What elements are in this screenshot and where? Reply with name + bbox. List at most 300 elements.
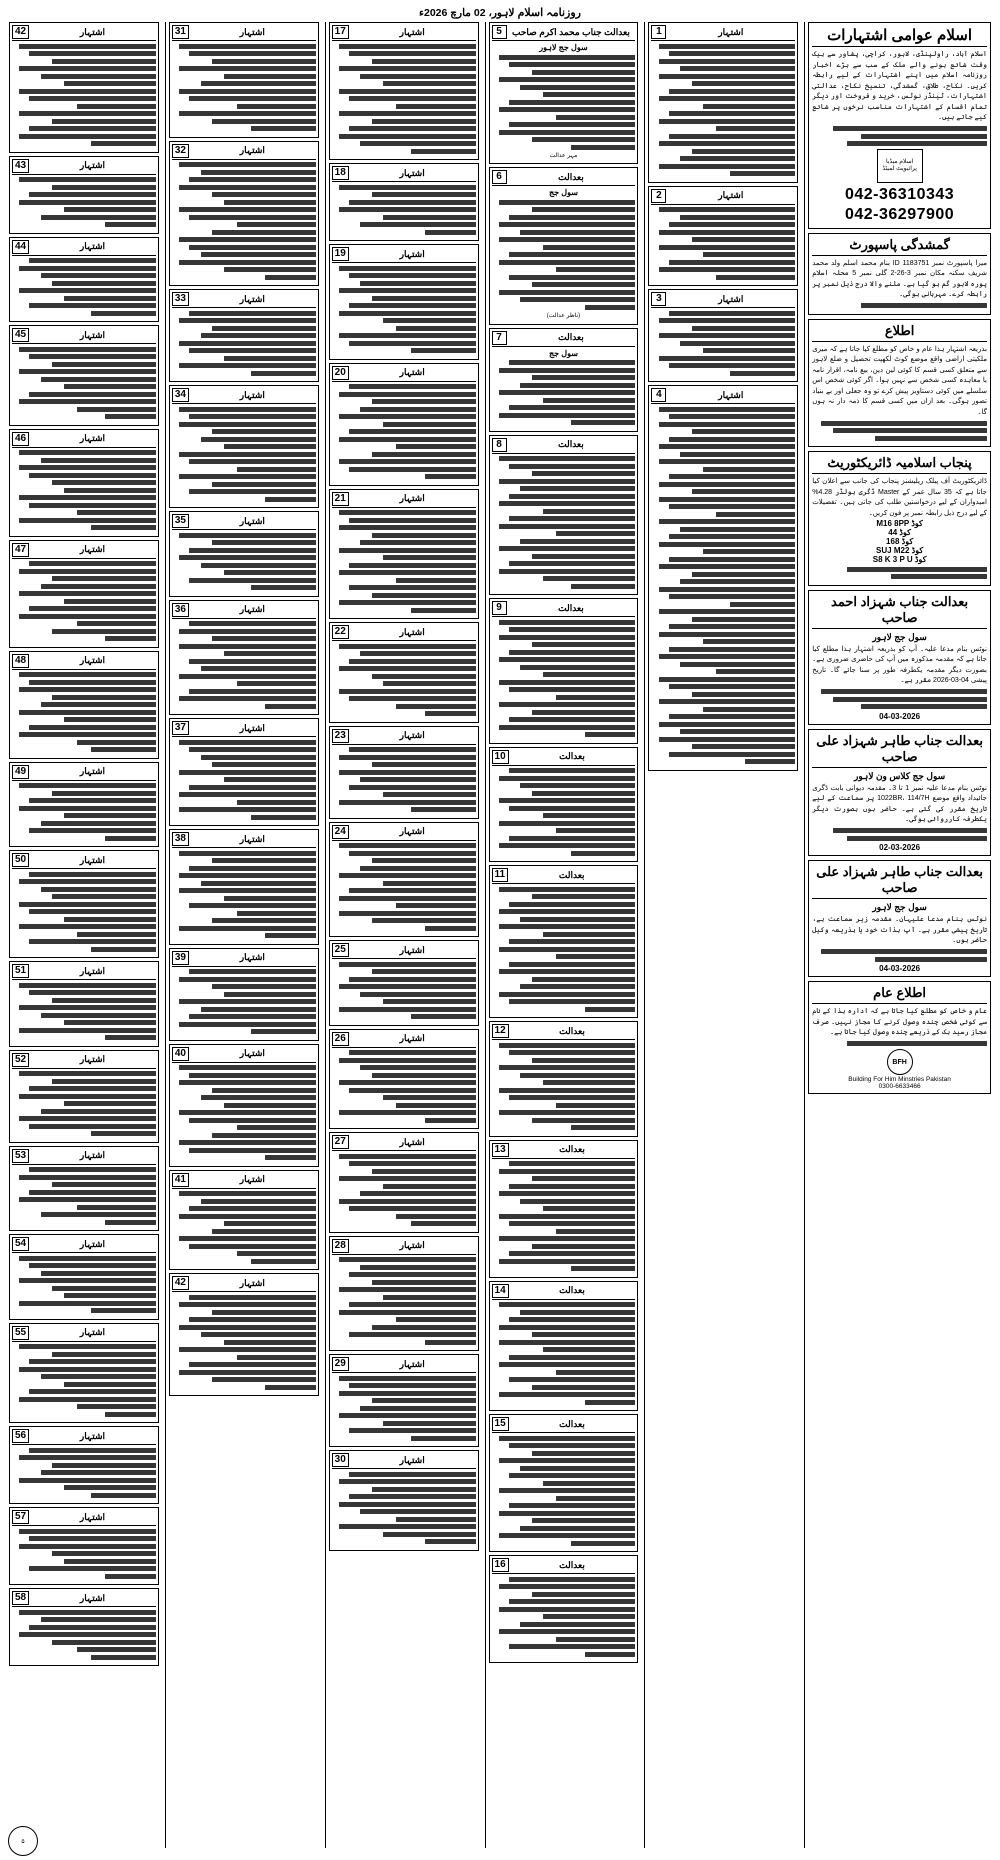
notice-body bbox=[12, 983, 156, 1041]
notice-block bbox=[329, 1029, 479, 1130]
notice-title: اشتہار bbox=[239, 1277, 265, 1288]
notice-head bbox=[12, 432, 156, 448]
notice-title: اشتہار bbox=[79, 160, 106, 170]
court-3-subtitle: سول جج لاہور bbox=[872, 902, 927, 912]
punjab-ad-title: پنجاب اسلامیہ ڈائریکٹوریٹ bbox=[812, 455, 987, 474]
notice-body bbox=[172, 44, 316, 132]
notice-head bbox=[172, 1047, 316, 1063]
notice-number: 35 bbox=[172, 514, 189, 528]
court-1-title: بعدالت جناب شہزاد احمد صاحب bbox=[812, 594, 987, 629]
notice-block bbox=[329, 940, 479, 1026]
public-notice-body: عام و خاص کو مطلع کیا جاتا ہے کہ ادارہ ہذا کے نام سے کوئی شخص چندہ وصول کرنے کا مجاز نہیں۔ صرف مجاز رسید بک کے ذریعے چندہ وصول کیا جاتا ہے۔ bbox=[812, 1008, 987, 1036]
notice-head bbox=[492, 1417, 636, 1433]
notice-number: 23 bbox=[332, 729, 349, 743]
notice-title: اشتہار bbox=[79, 26, 106, 37]
notice-title: اشتہار bbox=[79, 1054, 106, 1064]
notice-block bbox=[489, 1414, 639, 1552]
notice-head bbox=[12, 328, 156, 344]
press-logo bbox=[877, 149, 923, 183]
notice-head bbox=[172, 25, 316, 41]
notice-body bbox=[12, 561, 156, 641]
notice-body bbox=[172, 407, 316, 502]
notice-number: 28 bbox=[332, 1239, 349, 1253]
notice-number: 50 bbox=[12, 853, 29, 867]
notice-title: بعدالت bbox=[558, 602, 584, 613]
notice-head bbox=[332, 1453, 476, 1469]
columns-container bbox=[6, 22, 994, 1848]
notice-head bbox=[332, 166, 476, 182]
notice-court-title: بعدالت bbox=[558, 171, 584, 182]
notice-number: 57 bbox=[12, 1510, 29, 1524]
notice-number: 27 bbox=[332, 1135, 349, 1149]
notice-title: اشتہار bbox=[79, 433, 106, 443]
notice-body bbox=[492, 200, 636, 310]
notice-number: 49 bbox=[12, 765, 29, 779]
notice-head bbox=[332, 492, 476, 508]
notice-title: اشتہار bbox=[239, 722, 265, 733]
notice-body bbox=[172, 851, 316, 939]
notice-body bbox=[332, 747, 476, 812]
notice-body bbox=[332, 266, 476, 354]
notice-head bbox=[492, 868, 636, 884]
court-2-date: 02-03-2026 bbox=[879, 843, 921, 852]
notice-block bbox=[9, 1323, 159, 1424]
notice-block bbox=[9, 651, 159, 759]
notice-block bbox=[9, 237, 159, 323]
notice-block bbox=[9, 429, 159, 537]
notice-footer: مہر عدالت bbox=[549, 153, 578, 159]
notice-number: 40 bbox=[172, 1047, 189, 1061]
punjab-code-2: 44 کوڈ bbox=[888, 528, 911, 537]
notice-head bbox=[651, 292, 795, 308]
notice-block bbox=[9, 1588, 159, 1666]
notice-judge: سول جج لاہور bbox=[539, 43, 588, 52]
notice-block bbox=[489, 22, 639, 164]
notice-title: بعدالت bbox=[558, 869, 585, 880]
masthead bbox=[6, 4, 994, 22]
notice-number: 6 bbox=[492, 170, 507, 184]
notice-body bbox=[492, 360, 636, 425]
notice-number: 52 bbox=[12, 1053, 29, 1067]
ad-court-3 bbox=[808, 860, 991, 977]
notice-head bbox=[12, 1510, 156, 1526]
ad-court-2 bbox=[808, 729, 991, 857]
notice-body bbox=[332, 384, 476, 479]
ad-phone-1: 042-36310343 bbox=[844, 185, 955, 203]
notice-head bbox=[492, 438, 636, 454]
notice-body bbox=[332, 1472, 476, 1545]
notice-title: اشتہار bbox=[399, 1033, 425, 1043]
notice-block bbox=[9, 156, 159, 234]
notice-head bbox=[492, 1024, 636, 1040]
ad-court-1 bbox=[808, 590, 991, 725]
notice-head bbox=[12, 1237, 156, 1253]
notice-number: 30 bbox=[332, 1453, 349, 1467]
notice-number: 12 bbox=[492, 1024, 509, 1038]
notice-title: اشتہار bbox=[718, 190, 744, 200]
notice-head bbox=[332, 825, 476, 841]
notice-number: 37 bbox=[172, 721, 189, 735]
notice-number: 22 bbox=[332, 625, 349, 639]
notice-court-title: بعدالت bbox=[558, 332, 584, 343]
notice-head bbox=[332, 1239, 476, 1255]
notice-head bbox=[332, 247, 476, 263]
notice-number: 5 bbox=[492, 25, 507, 39]
notice-title: بعدالت bbox=[559, 1418, 585, 1429]
column-notices-c bbox=[165, 22, 322, 1848]
notice-body bbox=[12, 1610, 156, 1660]
notice-title: اشتہار bbox=[79, 1238, 106, 1249]
notice-block bbox=[329, 1132, 479, 1233]
notice-number: 46 bbox=[12, 432, 29, 446]
notice-block bbox=[329, 1450, 479, 1551]
notice-body bbox=[332, 962, 476, 1020]
notice-head bbox=[332, 366, 476, 382]
column-notices-b bbox=[325, 22, 482, 1848]
notice-body bbox=[12, 1071, 156, 1136]
notice-number: 8 bbox=[492, 438, 507, 452]
notice-title: اشتہار bbox=[399, 26, 425, 37]
notice-title: اشتہار bbox=[399, 1358, 425, 1369]
notice-number: 1 bbox=[651, 25, 666, 39]
court-1-subtitle: سول جج لاہور bbox=[872, 631, 927, 642]
notice-title: اشتہار bbox=[79, 329, 106, 340]
notice-body bbox=[12, 1448, 156, 1498]
notice-block bbox=[169, 1170, 319, 1271]
notice-body bbox=[12, 872, 156, 952]
page-seal-icon: ۵ bbox=[8, 1826, 38, 1856]
notice-title: اشتہار bbox=[239, 293, 265, 304]
court-3-title: بعدالت جناب طاہر شہزاد علی صاحب bbox=[812, 864, 987, 899]
notice-title: اشتہار bbox=[718, 389, 744, 400]
notice-body bbox=[12, 1344, 156, 1417]
notice-head bbox=[172, 514, 316, 530]
notice-title: اشتہار bbox=[239, 389, 265, 400]
ad-notice-body: بذریعہ اشتہار ہذا عام و خاص کو مطلع کیا جاتا ہے کہ میری ملکیتی اراضی واقع موضع کوٹ لکھپت تحصیل و ضلع لاہور سے متعلق کسی قسم کا کوئی لین دین، بیع نامہ، اقرار نامہ یا معاہدہ کسی شخص سے نہیں ہوا۔ اگر کوئی شخص اس سلسلے میں کوئی دستاویز پیش کرے تو وہ جعلی اور بے بنیاد تصور ہوگی۔ بعد ازاں میں کسی قسم کا ذمہ دار نہ ہوں گا۔ bbox=[812, 345, 987, 416]
notice-head bbox=[332, 729, 476, 745]
notice-title: اشتہار bbox=[399, 1136, 425, 1147]
notice-number: 26 bbox=[332, 1032, 349, 1046]
notice-head bbox=[12, 654, 156, 670]
notice-title: اشتہار bbox=[79, 1327, 106, 1337]
notice-body bbox=[172, 740, 316, 820]
notice-body bbox=[492, 887, 636, 1012]
notice-head bbox=[332, 25, 476, 41]
notice-block bbox=[9, 961, 159, 1047]
ad-notice-title: اطلاع bbox=[812, 323, 987, 342]
notice-body bbox=[332, 843, 476, 931]
notice-block bbox=[329, 822, 479, 938]
notice-block bbox=[9, 1146, 159, 1232]
public-notice-org: Building For Him Minstries Pakistan bbox=[848, 1076, 951, 1083]
notice-title: اشتہار bbox=[79, 655, 106, 665]
notice-block bbox=[329, 163, 479, 241]
notice-body bbox=[172, 1295, 316, 1390]
notice-block bbox=[489, 1140, 639, 1278]
notice-body bbox=[12, 1167, 156, 1225]
notice-judge: سول جج bbox=[548, 348, 578, 358]
notice-number: 32 bbox=[172, 144, 189, 158]
notice-body bbox=[492, 55, 636, 150]
notice-court-title: بعدالت جناب محمد اکرم صاحب bbox=[512, 26, 630, 37]
notice-block bbox=[9, 850, 159, 958]
notice-block bbox=[329, 1354, 479, 1447]
notice-body bbox=[332, 644, 476, 717]
notice-block bbox=[169, 829, 319, 945]
notice-body bbox=[332, 1257, 476, 1345]
notice-block bbox=[489, 1021, 639, 1137]
notice-body bbox=[492, 1577, 636, 1657]
notice-title: اشتہار bbox=[399, 730, 425, 740]
notice-court-title: بعدالت bbox=[558, 439, 584, 450]
notice-head bbox=[492, 1558, 636, 1574]
court-2-title: بعدالت جناب طاہر شہزاد علی صاحب bbox=[812, 733, 987, 768]
notice-number: 36 bbox=[172, 603, 189, 617]
notice-body bbox=[12, 450, 156, 530]
notice-number: 42 bbox=[12, 25, 29, 39]
ad-notice bbox=[808, 319, 991, 448]
notice-body bbox=[332, 1154, 476, 1227]
notice-title: اشتہار bbox=[79, 1592, 106, 1603]
ad-phone-2: 042-36297900 bbox=[844, 205, 955, 223]
notice-number: 20 bbox=[332, 366, 349, 380]
column-notices-d bbox=[6, 22, 162, 1848]
notice-body bbox=[12, 347, 156, 420]
notice-head bbox=[492, 170, 636, 186]
notice-number: 10 bbox=[492, 750, 509, 764]
notice-head bbox=[12, 543, 156, 559]
notice-title: اشتہار bbox=[399, 626, 425, 637]
notice-number: 13 bbox=[492, 1143, 509, 1157]
masthead-date: لاہور، 02 مارچ 2026ء bbox=[419, 7, 515, 19]
notice-block bbox=[489, 435, 639, 596]
notice-title: اشتہار bbox=[718, 26, 744, 37]
ad-lost-passport bbox=[808, 233, 991, 315]
notice-number: 14 bbox=[492, 1284, 509, 1298]
notice-title: اشتہار bbox=[399, 826, 425, 836]
notice-number: 48 bbox=[12, 654, 29, 668]
notice-head bbox=[12, 1326, 156, 1342]
notice-title: اشتہار bbox=[399, 367, 425, 377]
notice-head bbox=[172, 603, 316, 619]
notice-number: 24 bbox=[332, 825, 349, 839]
notice-block bbox=[9, 540, 159, 648]
notice-number: 21 bbox=[332, 492, 349, 506]
notice-block bbox=[648, 289, 798, 382]
notice-number: 51 bbox=[12, 964, 29, 978]
notice-title: اشتہار bbox=[239, 952, 265, 962]
notice-body bbox=[12, 44, 156, 147]
notice-number: 43 bbox=[12, 159, 29, 173]
notice-block bbox=[489, 598, 639, 744]
column-court-notices bbox=[485, 22, 642, 1848]
notice-number: 4 bbox=[651, 388, 666, 402]
notice-block bbox=[648, 385, 798, 771]
notice-head bbox=[12, 240, 156, 256]
notice-block bbox=[169, 511, 319, 597]
notice-number: 33 bbox=[172, 292, 189, 306]
notice-head bbox=[12, 765, 156, 781]
notice-head bbox=[332, 1357, 476, 1373]
lost-passport-body: میرا پاسپورٹ نمبر ID 1183751 بنام محمد اسلم ولد محمد شریف سکنہ مکان نمبر 3-26-2 گلی نمبر 5 محلہ اسلام پورہ لاہور گم ہو گیا ہے۔ ملنے والا درج ذیل نمبر پر رابطہ کرے۔ مہربانی ہوگی۔ bbox=[812, 259, 988, 298]
notice-number: 42 bbox=[172, 1276, 189, 1290]
punjab-code-3: 168 کوڈ bbox=[886, 537, 914, 546]
notice-body bbox=[332, 1376, 476, 1441]
notice-body bbox=[492, 620, 636, 738]
notice-number: 19 bbox=[332, 247, 349, 261]
notice-title: اشتہار bbox=[239, 26, 265, 37]
notice-head bbox=[651, 25, 795, 41]
notice-head bbox=[332, 625, 476, 641]
notice-block bbox=[329, 363, 479, 486]
notice-head bbox=[12, 853, 156, 869]
notice-block bbox=[9, 325, 159, 426]
notice-number: 44 bbox=[12, 240, 29, 254]
notice-block bbox=[169, 1273, 319, 1396]
notice-body bbox=[492, 1043, 636, 1131]
notice-body bbox=[12, 258, 156, 316]
notice-number: 38 bbox=[172, 832, 189, 846]
notice-title: اشتہار bbox=[79, 766, 106, 776]
court-1-body: نوٹس بنام مدعا علیہ۔ آپ کو بذریعہ اشتہار ہذا مطلع کیا جاتا ہے کہ مقدمہ مذکورہ میں آپ کی حاضری ضروری ہے۔ بصورت دیگر مقدمہ یکطرفہ طور پر سنا جائے گا۔ تاریخ پیشی 04-03-2026 مقرر ہے۔ bbox=[812, 645, 987, 684]
notice-block bbox=[489, 1555, 639, 1663]
notice-body bbox=[332, 510, 476, 613]
notice-number: 55 bbox=[12, 1326, 29, 1340]
notice-number: 54 bbox=[12, 1237, 29, 1251]
ad-header bbox=[808, 22, 991, 229]
notice-body bbox=[651, 311, 795, 376]
notice-title: اشتہار bbox=[79, 854, 106, 865]
notice-number: 17 bbox=[332, 25, 349, 39]
notice-head bbox=[332, 1135, 476, 1151]
notice-block bbox=[169, 948, 319, 1041]
notice-body bbox=[12, 177, 156, 227]
notice-title: بعدالت bbox=[559, 1559, 585, 1570]
notice-head bbox=[492, 750, 636, 766]
notice-body bbox=[172, 621, 316, 709]
notice-block bbox=[489, 167, 639, 324]
court-1-date: 04-03-2026 bbox=[879, 711, 921, 721]
notice-body bbox=[12, 1256, 156, 1314]
notice-body bbox=[492, 1161, 636, 1271]
notice-title: اشتہار bbox=[79, 241, 106, 251]
notice-head bbox=[12, 159, 156, 175]
notice-number: 29 bbox=[332, 1357, 349, 1371]
notice-number: 18 bbox=[332, 166, 349, 180]
notice-body bbox=[12, 783, 156, 841]
notice-body bbox=[492, 1436, 636, 1546]
notice-number: 58 bbox=[12, 1591, 29, 1605]
notice-block bbox=[9, 22, 159, 153]
notice-head bbox=[172, 1276, 316, 1292]
notice-title: اشتہار bbox=[399, 1240, 425, 1250]
notice-block bbox=[169, 600, 319, 716]
notice-body bbox=[172, 533, 316, 591]
notice-head bbox=[492, 1284, 636, 1300]
punjab-code-5: S8 K 3 P U کوڈ bbox=[872, 555, 927, 564]
notice-head bbox=[172, 1173, 316, 1189]
notice-block bbox=[169, 141, 319, 287]
notice-head bbox=[12, 25, 156, 41]
notice-body bbox=[332, 44, 476, 154]
notice-block bbox=[489, 865, 639, 1018]
notice-body bbox=[172, 311, 316, 376]
notice-block bbox=[329, 622, 479, 723]
notice-body bbox=[12, 672, 156, 752]
notice-block bbox=[329, 489, 479, 620]
notice-number: 53 bbox=[12, 1149, 29, 1163]
notice-title: اشتہار bbox=[79, 1430, 106, 1441]
masthead-title: روزنامہ اسلام bbox=[517, 7, 581, 19]
notice-body bbox=[651, 407, 795, 765]
notice-block bbox=[489, 1281, 639, 1412]
notice-head bbox=[172, 832, 316, 848]
notice-body bbox=[172, 1191, 316, 1264]
notice-head bbox=[172, 951, 316, 967]
notice-number: 11 bbox=[492, 868, 509, 882]
notice-block bbox=[169, 1044, 319, 1167]
notice-title: اشتہار bbox=[399, 248, 425, 259]
notice-title: اشتہار bbox=[718, 293, 744, 304]
notice-body bbox=[172, 969, 316, 1034]
court-3-date: 04-03-2026 bbox=[879, 964, 921, 973]
notice-number: 3 bbox=[651, 292, 666, 306]
lost-passport-title: گمشدگی پاسپورٹ bbox=[812, 237, 987, 256]
notice-head bbox=[492, 331, 636, 347]
notice-title: بعدالت bbox=[559, 1144, 585, 1155]
notice-block bbox=[329, 1236, 479, 1352]
notice-block bbox=[489, 328, 639, 432]
notice-title: بعدالت bbox=[559, 751, 585, 762]
notice-head bbox=[172, 292, 316, 308]
notice-block bbox=[9, 1426, 159, 1504]
ad-header-body: اسلام آباد، راولپنڈی، لاہور، کراچی، پشاور سے بیک وقت شائع ہونے والے ملک کے سب سے بڑے اخبار روزنامہ اسلام میں اپنے اشتہارات کے لیے رابطہ کریں۔ نکاح، طلاق، گمشدگی، تنسیخ نکاح، عدالتی اشتہارات، ٹینڈر نوٹس، خرید و فروخت اور دیگر تمام اقسام کے اشتہارات مناسب نرخوں پر شائع کیے جاتے ہیں۔ bbox=[812, 51, 987, 121]
notice-number: 15 bbox=[492, 1417, 509, 1431]
notice-number: 16 bbox=[492, 1558, 509, 1572]
notice-block bbox=[9, 1507, 159, 1585]
notice-body bbox=[651, 207, 795, 280]
court-3-body: نوٹس بنام مدعا علیہان۔ مقدمہ زیر سماعت ہے، تاریخ پیشی مقرر ہے۔ آپ بذات خود یا بذریعہ وکیل حاضر ہوں۔ bbox=[812, 916, 987, 944]
notice-number: 25 bbox=[332, 943, 349, 957]
notice-title: اشتہار bbox=[399, 1454, 425, 1465]
notice-title: اشتہار bbox=[399, 493, 425, 503]
notice-body bbox=[492, 456, 636, 589]
notice-body bbox=[12, 1529, 156, 1579]
notice-block bbox=[329, 244, 479, 360]
notice-title: اشتہار bbox=[79, 1511, 106, 1522]
punjab-code-4: SUJ M22 کوڈ bbox=[876, 546, 924, 555]
notice-head bbox=[12, 1053, 156, 1069]
notice-block bbox=[648, 22, 798, 183]
notice-number: 47 bbox=[12, 543, 29, 557]
notice-number: 2 bbox=[651, 189, 666, 203]
notice-head bbox=[12, 964, 156, 980]
notice-body bbox=[332, 185, 476, 235]
notice-number: 41 bbox=[172, 1173, 189, 1187]
notice-block bbox=[489, 747, 639, 863]
notice-title: اشتہار bbox=[399, 167, 425, 178]
notice-block bbox=[169, 385, 319, 508]
ad-public-notice bbox=[808, 981, 991, 1094]
notice-block bbox=[648, 186, 798, 287]
punjab-ad-body: ڈائریکٹوریٹ آف پبلک ریلیشنز پنجاب کی جانب سے اعلان کیا جاتا ہے کہ 35 سال عمر کے Master ڈگری ہولڈر 4.28% امیدواران کے لیے درخواستیں طلب کی جاتی ہیں۔ تفصیلات کے لیے درج ذیل رابطہ نمبر پر فون کریں۔ bbox=[812, 478, 988, 517]
notice-block bbox=[9, 1050, 159, 1143]
notice-head bbox=[12, 1149, 156, 1165]
notice-block bbox=[9, 762, 159, 848]
notice-number: 9 bbox=[492, 601, 507, 615]
court-2-body: نوٹس بنام مدعا علیہ نمبر 1 تا 3۔ مقدمہ دیوانی بابت ڈگری جائیداد واقع موضع 1022BR، 114/7H پر سماعت کے لیے تاریخ مقرر کی گئی ہے۔ حاضر ہوں بصورت دیگر یکطرفہ کارروائی ہوگی۔ bbox=[812, 784, 987, 823]
notice-title: اشتہار bbox=[239, 604, 265, 614]
